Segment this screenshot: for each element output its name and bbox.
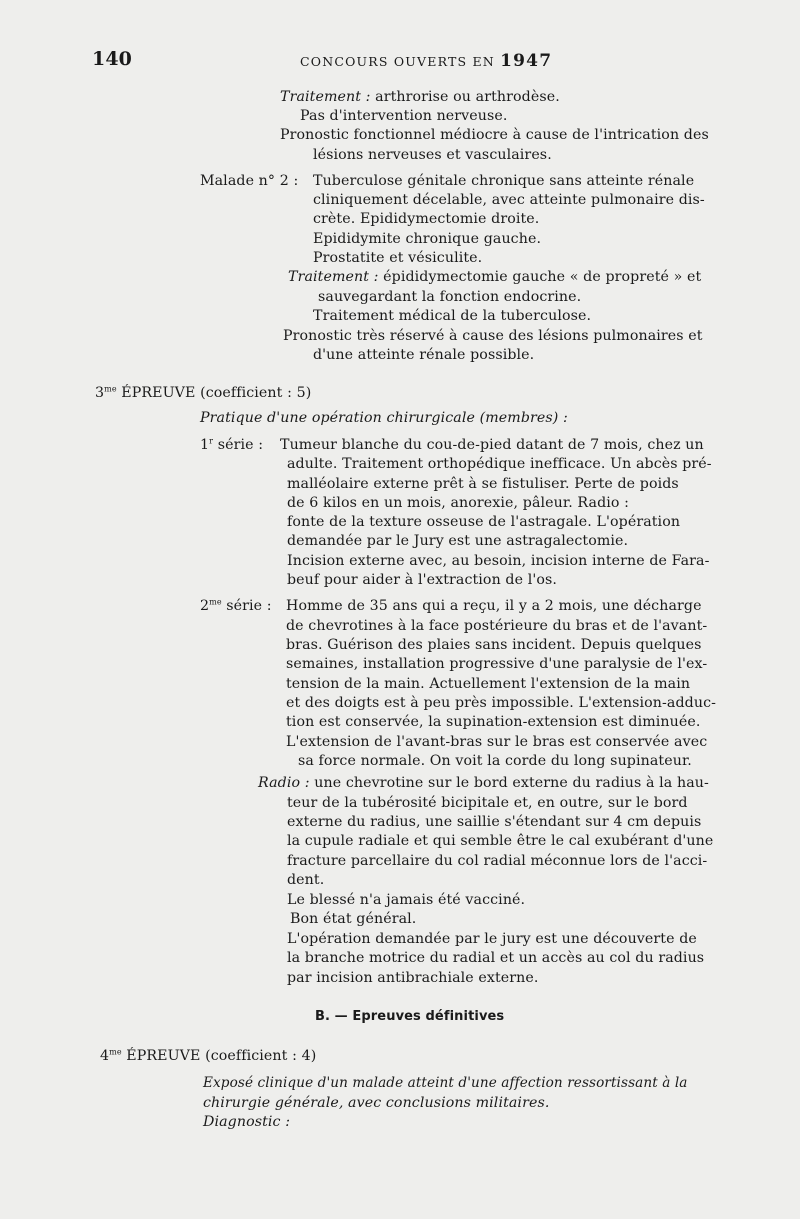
text-line: Traitement : épididymectomie gauche « de propreté » et xyxy=(288,269,702,285)
serie-1-label: 1$^r$ série : xyxy=(200,436,264,453)
text-line: Exposé clinique d'un malade atteint d'une affection ressortissant à la xyxy=(203,1075,688,1091)
text-line: Homme de 35 ans qui a reçu, il y a 2 mois, une décharge xyxy=(286,598,702,614)
text-line: sa force normale. On voit la corde du long supinateur. xyxy=(298,753,692,769)
text-line: Diagnostic : xyxy=(203,1114,291,1130)
running-title-year: 1947 xyxy=(500,51,553,71)
text-line: tion est conservée, la supination-extension est diminuée. xyxy=(286,714,701,730)
text-line: chirurgie générale, avec conclusions militaires. xyxy=(203,1095,550,1111)
running-title xyxy=(300,52,552,71)
text-line: demandée par le Jury est une astragalectomie. xyxy=(287,533,629,549)
text-line: Pas d'intervention nerveuse. xyxy=(300,108,508,124)
text-line: Tumeur blanche du cou-de-pied datant de 7 mois, chez un xyxy=(280,437,704,453)
page-number: 140 xyxy=(92,48,132,70)
epreuve-3-heading: $3^{me}$ ÉPREUVE (coefficient : 5) xyxy=(95,384,312,401)
text-line: cliniquement décelable, avec atteinte pulmonaire dis- xyxy=(313,192,705,208)
text-line: dent. xyxy=(287,872,325,888)
serie-2-label: $2^{me}$ série : xyxy=(200,597,272,614)
text-line: la branche motrice du radial et un accès au col du radius xyxy=(287,950,705,966)
text-line: semaines, installation progressive d'une paralysie de l'ex- xyxy=(286,656,708,672)
text-line: de 6 kilos en un mois, anorexie, pâleur. Radio : xyxy=(287,495,630,511)
text-line: Incision externe avec, au besoin, incision interne de Fara- xyxy=(287,553,710,569)
text-line: tension de la main. Actuellement l'extension de la main xyxy=(286,676,691,692)
section-heading: B. — Epreuves définitives xyxy=(315,1009,505,1024)
text-line: Epididymite chronique gauche. xyxy=(313,231,542,247)
text-line: L'extension de l'avant-bras sur le bras est conservée avec xyxy=(286,734,708,750)
text-line: et des doigts est à peu près impossible. L'extension-adduc- xyxy=(286,695,717,711)
text-line: adulte. Traitement orthopédique inefficace. Un abcès pré- xyxy=(287,456,712,472)
text-line: fonte de la texture osseuse de l'astragale. L'opération xyxy=(287,514,681,530)
text-line: Pronostic fonctionnel médiocre à cause de l'intrication des xyxy=(280,127,709,143)
text-line: crète. Epididymectomie droite. xyxy=(313,211,540,227)
text-line: externe du radius, une saillie s'étendant sur 4 cm depuis xyxy=(287,814,702,830)
text-line: sauvegardant la fonction endocrine. xyxy=(318,289,582,305)
text-line: par incision antibrachiale externe. xyxy=(287,970,539,986)
text-line: Pronostic très réservé à cause des lésions pulmonaires et xyxy=(283,328,703,344)
text-line: la cupule radiale et qui semble être le cal exubérant d'une xyxy=(287,833,714,849)
text-line: lésions nerveuses et vasculaires. xyxy=(313,147,552,163)
epreuve-4-heading: $4^{me}$ ÉPREUVE (coefficient : 4) xyxy=(100,1047,317,1064)
running-title-text: CONCOURS OUVERTS EN xyxy=(300,54,495,69)
text-line: d'une atteinte rénale possible. xyxy=(313,347,535,363)
text-line: Traitement médical de la tuberculose. xyxy=(313,308,592,324)
text-line: L'opération demandée par le jury est une découverte de xyxy=(287,931,697,947)
text-line: Prostatite et vésiculite. xyxy=(313,250,483,266)
text-line: Malade n° 2 : xyxy=(200,173,299,189)
text-line: Radio : une chevrotine sur le bord externe du radius à la hau- xyxy=(258,775,709,791)
text-line: beuf pour aider à l'extraction de l'os. xyxy=(287,572,557,588)
text-line: malléolaire externe prêt à se fistuliser. Perte de poids xyxy=(287,476,679,492)
text-line: Bon état général. xyxy=(290,911,417,927)
text-line: de chevrotines à la face postérieure du bras et de l'avant- xyxy=(286,618,708,634)
text-line: teur de la tubérosité bicipitale et, en outre, sur le bord xyxy=(287,795,688,811)
text-line: bras. Guérison des plaies sans incident. Depuis quelques xyxy=(286,637,702,653)
text-line: Pratique d'une opération chirurgicale (membres) : xyxy=(200,410,568,426)
text-line: Le blessé n'a jamais été vacciné. xyxy=(287,892,526,908)
text-line: Tuberculose génitale chronique sans atteinte rénale xyxy=(313,173,695,189)
text-line: fracture parcellaire du col radial méconnue lors de l'acci- xyxy=(287,853,708,869)
text-line: Traitement : arthrorise ou arthrodèse. xyxy=(280,89,560,105)
